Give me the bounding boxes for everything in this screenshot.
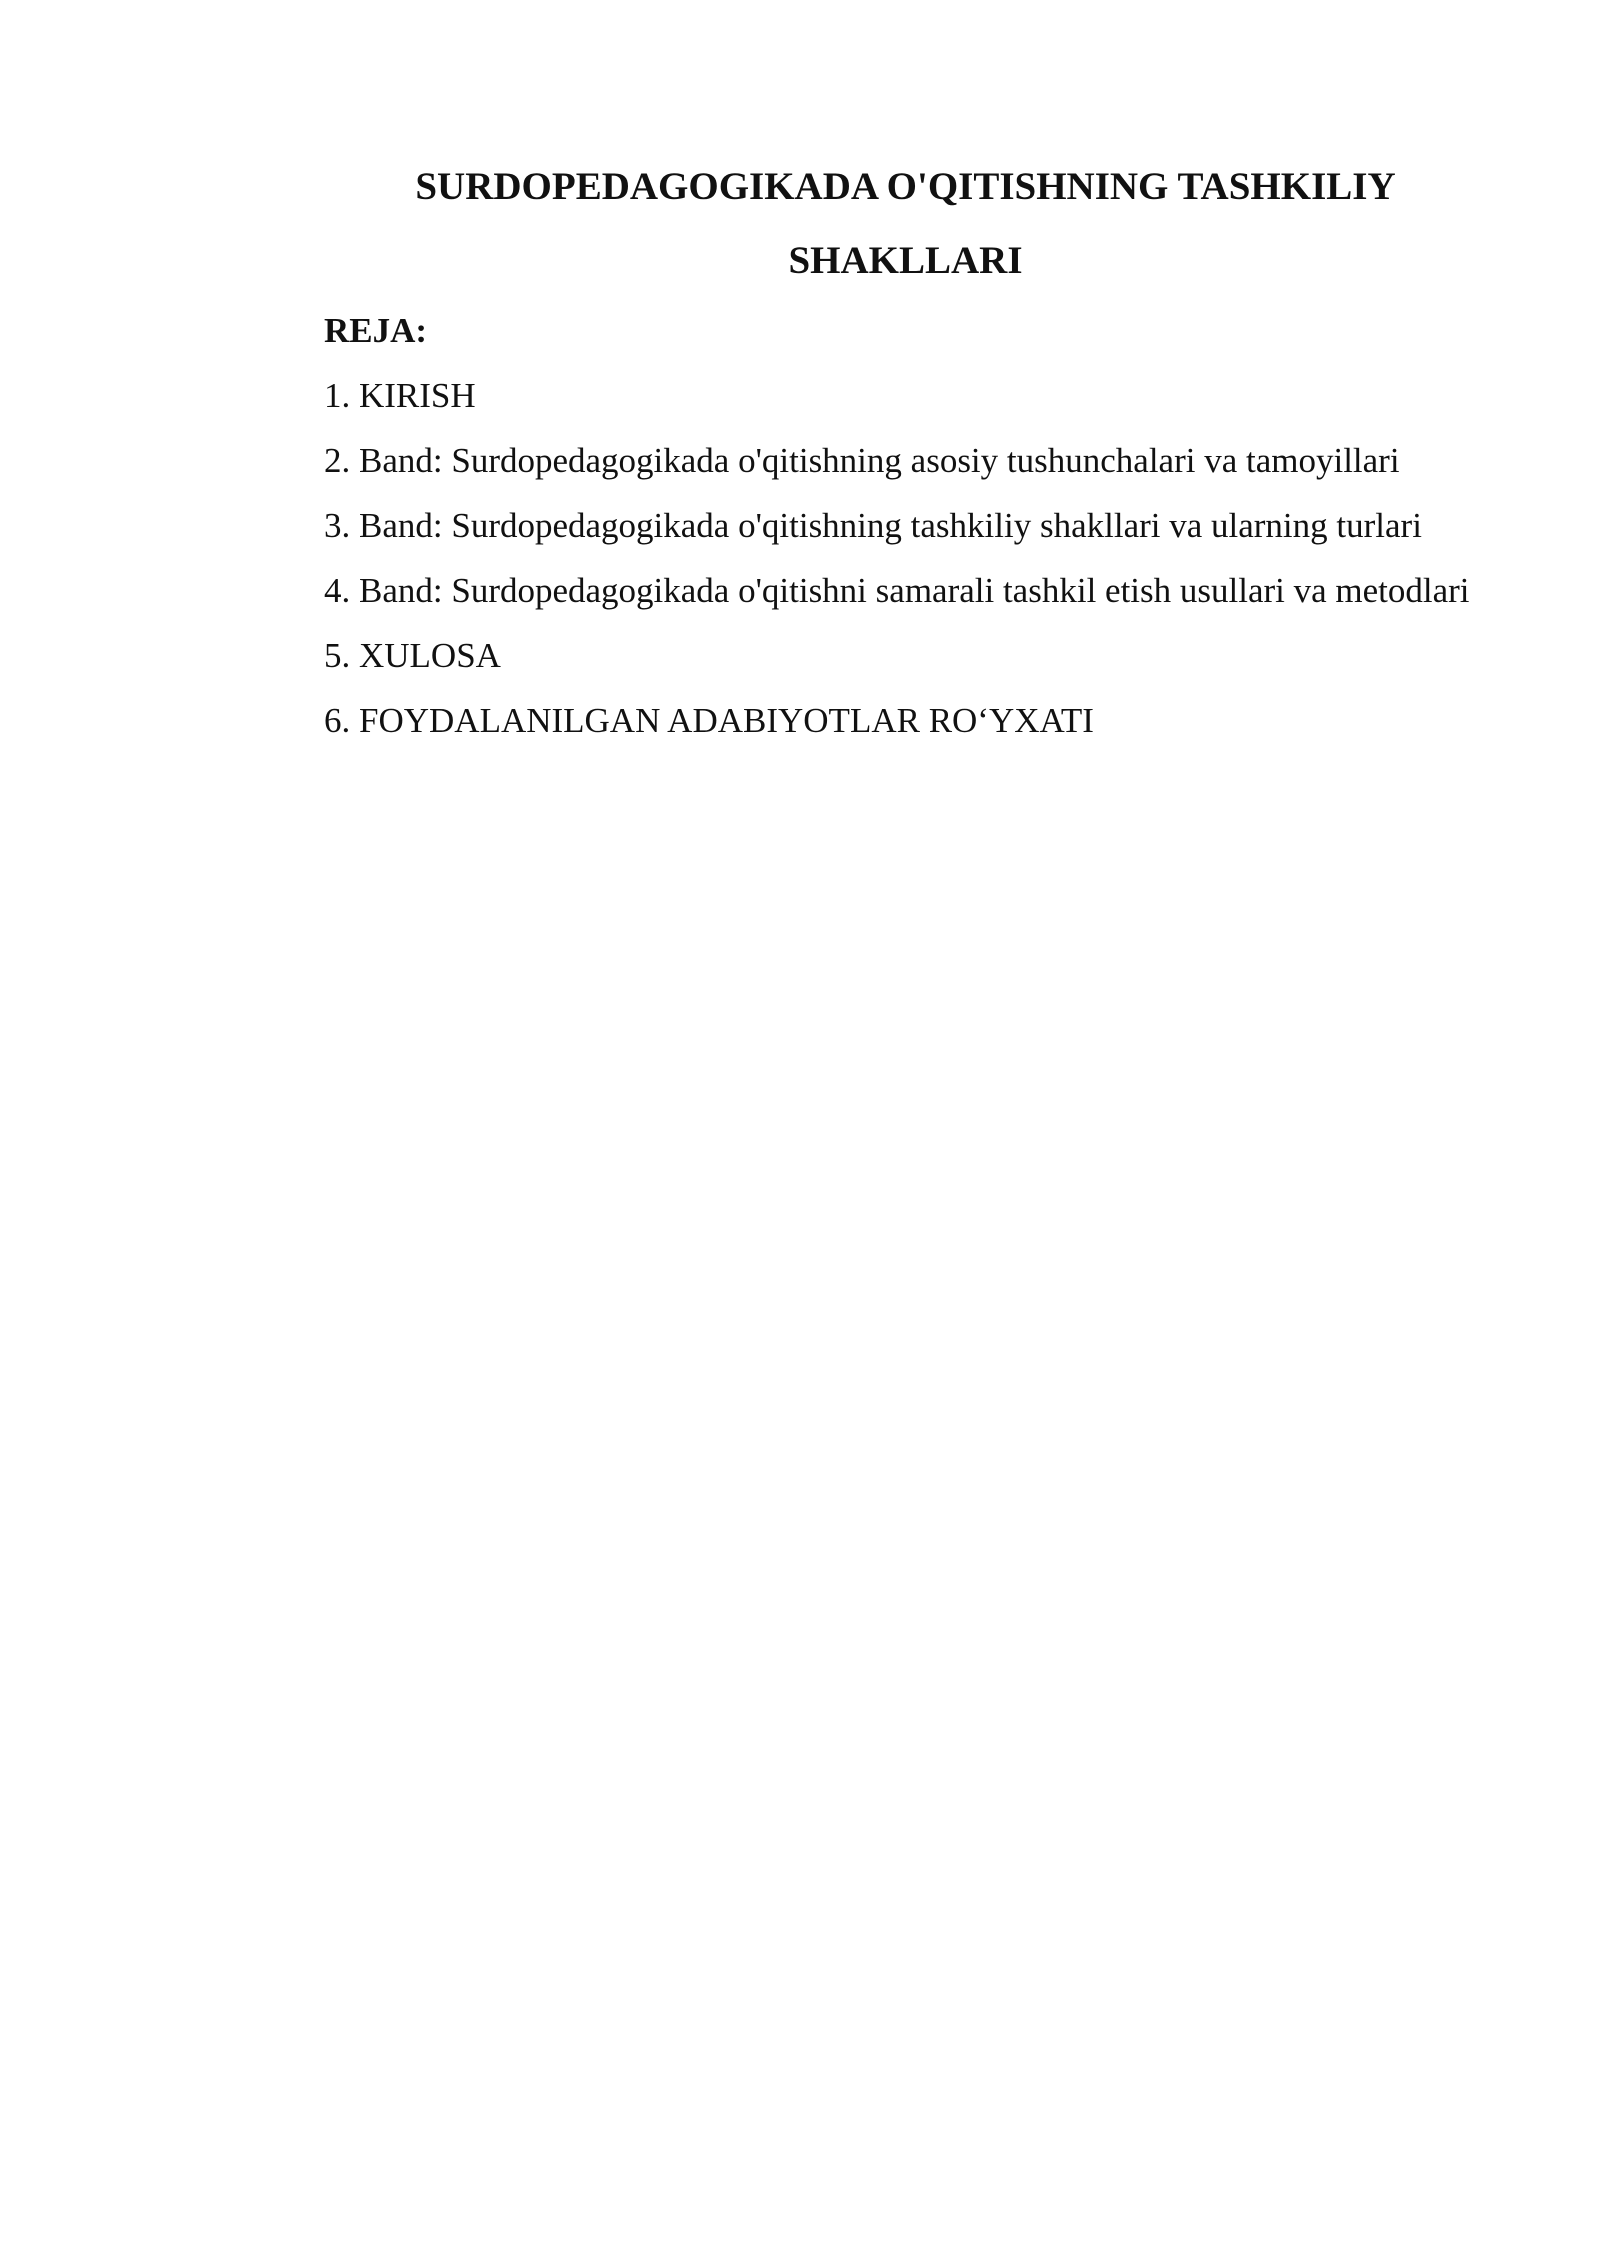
plan-item-references: 6. FOYDALANILGAN ADABIYOTLAR RO‘YXATI — [324, 701, 1094, 740]
plan-item-xulosa: 5. XULOSA — [324, 636, 501, 675]
plan-item-band-2: 3. Band: Surdopedagogikada o'qitishning tashkiliy shakllari va ularning turlari — [324, 506, 1422, 545]
plan-item-band-1: 2. Band: Surdopedagogikada o'qitishning asosiy tushunchalari va tamoyillari — [324, 441, 1400, 480]
plan-list — [229, 363, 1487, 753]
document-content — [229, 150, 1487, 753]
document-title: SURDOPEDAGOGIKADA O'QITISHNING TASHKILIY SHAKLLARI — [415, 165, 1396, 282]
plan-heading: REJA: — [324, 311, 428, 350]
plan-item-band-3: 4. Band: Surdopedagogikada o'qitishni samarali tashkil etish usullari va metodlari — [324, 571, 1470, 610]
plan-item-kirish: 1. KIRISH — [324, 376, 476, 415]
